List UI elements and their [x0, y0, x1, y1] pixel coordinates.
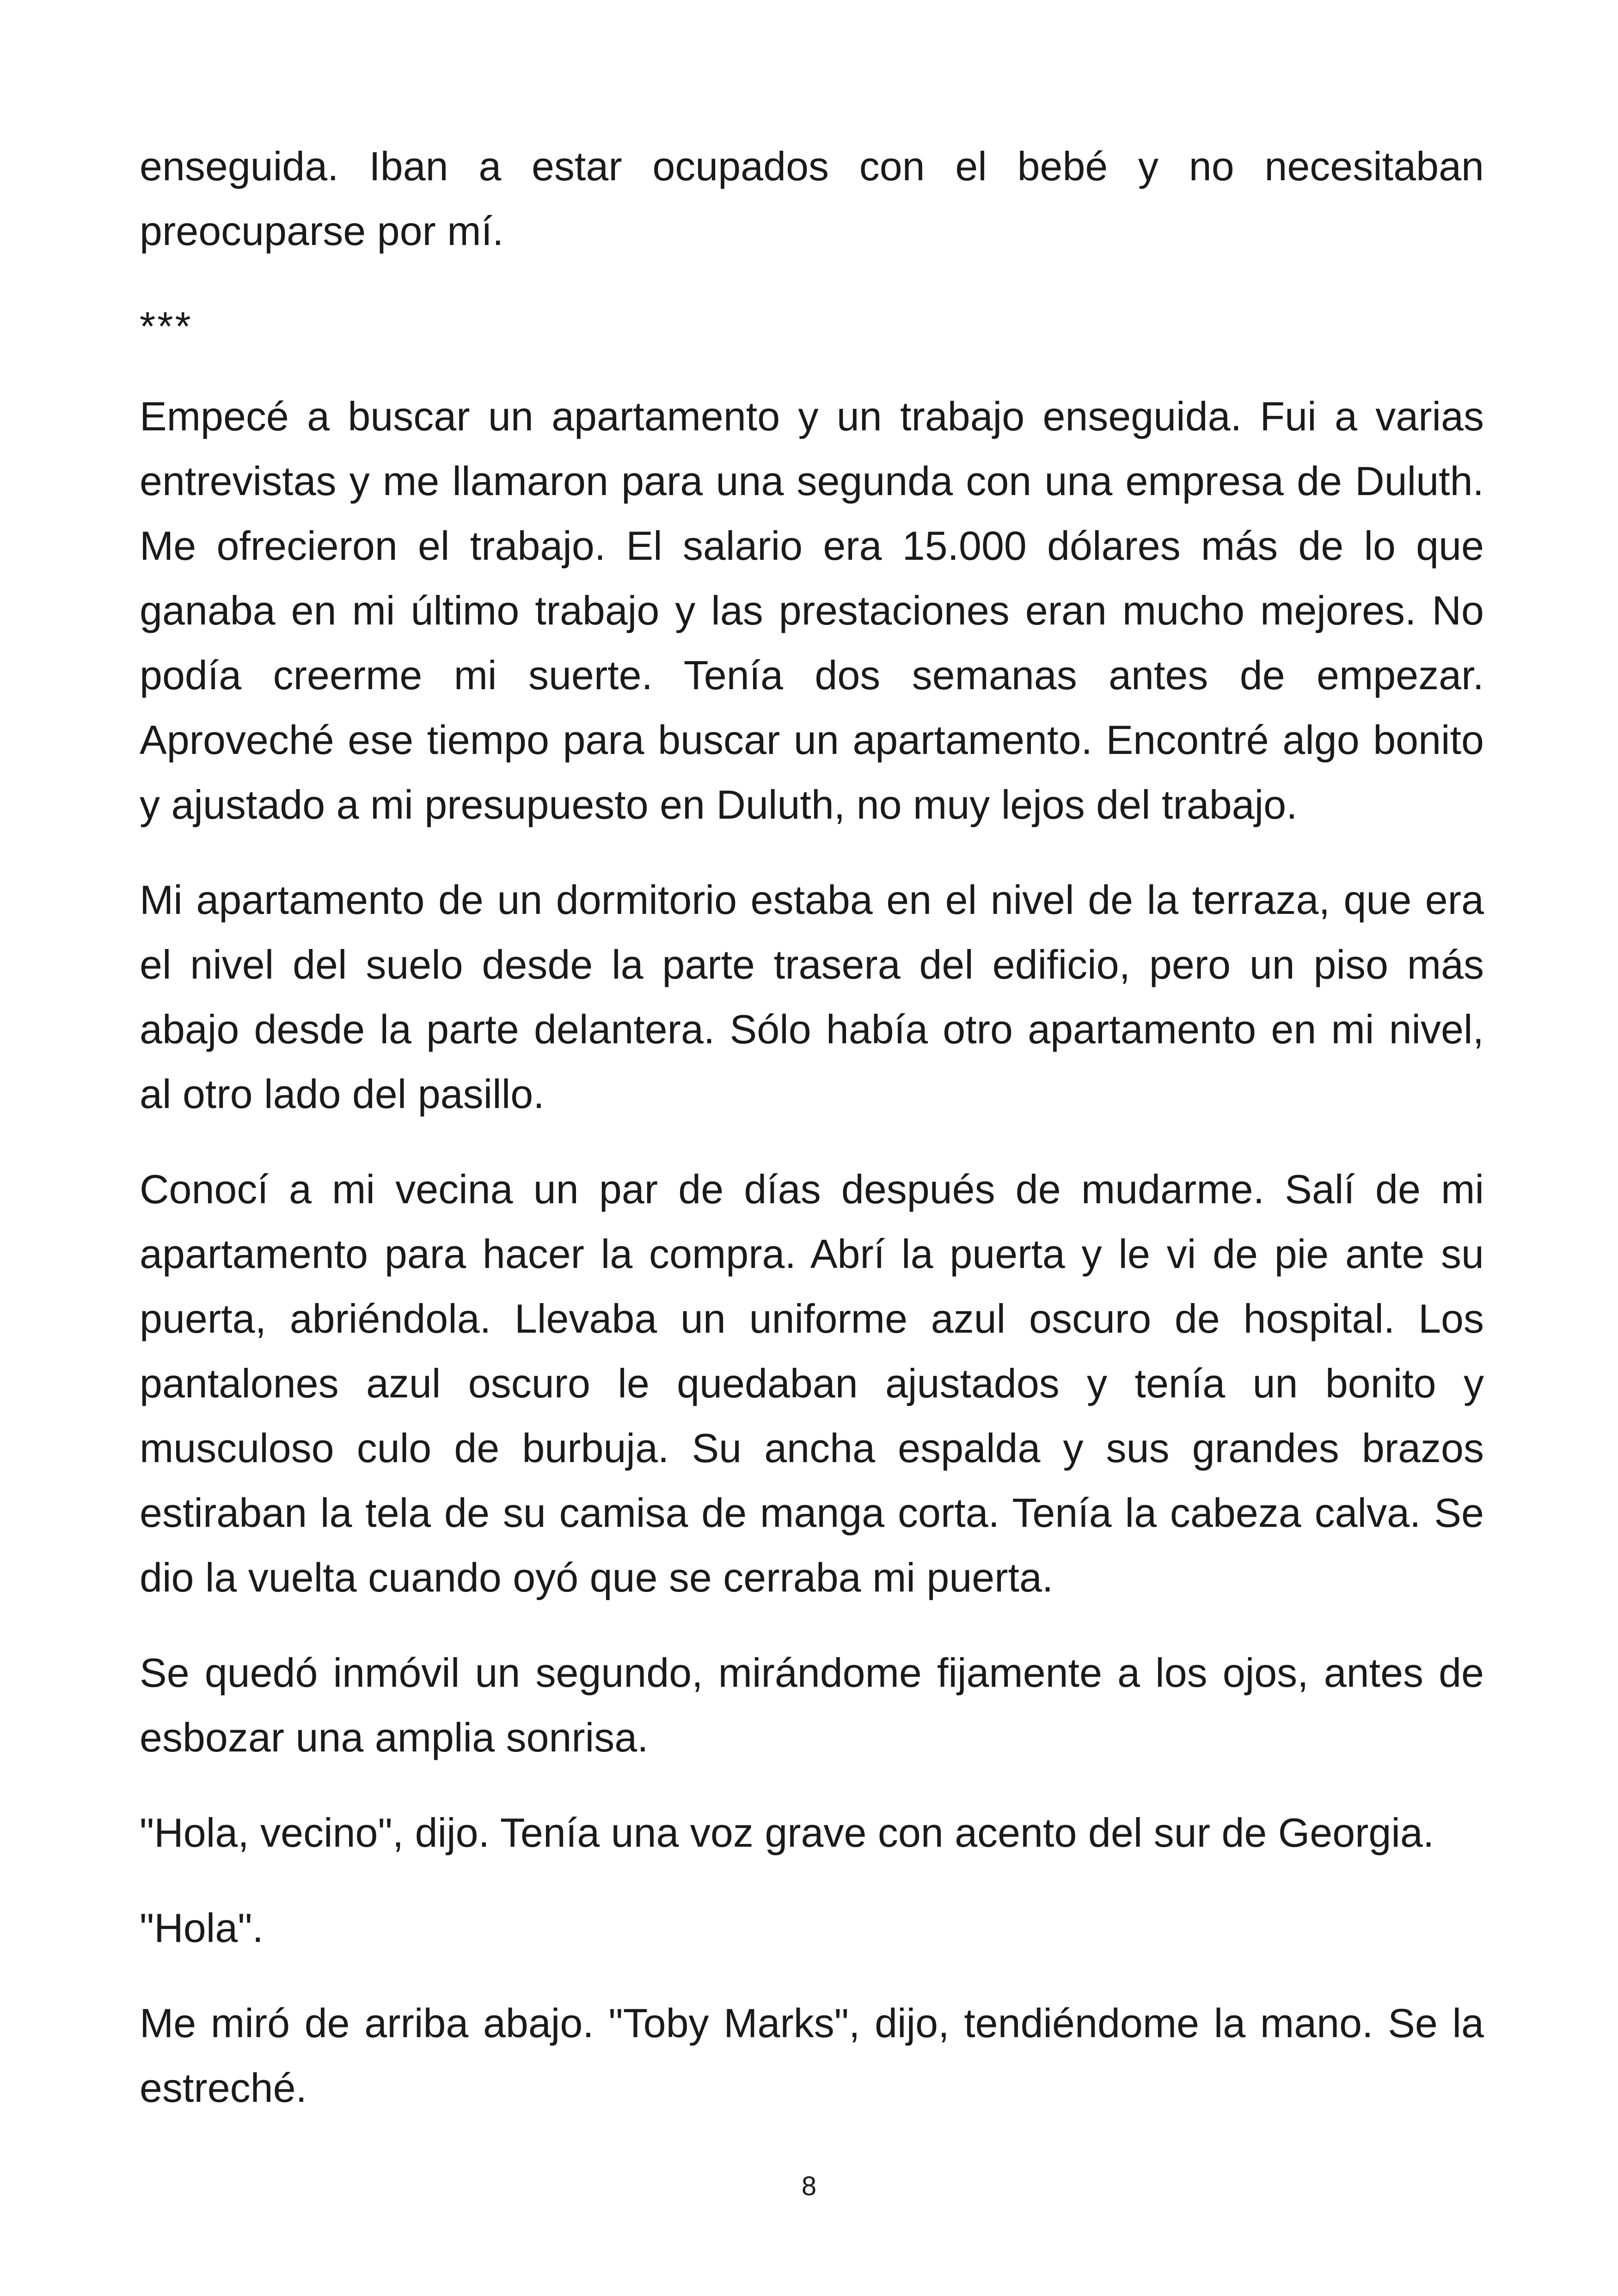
paragraph-1: enseguida. Iban a estar ocupados con el bebé y no necesitaban preocuparse por mí.: [140, 143, 1484, 254]
paragraph-7: "Hola".: [140, 1905, 264, 1951]
paragraph-5: Se quedó inmóvil un segundo, mirándome fijamente a los ojos, antes de esbozar una amplia sonrisa.: [140, 1650, 1484, 1760]
paragraph-4: Conocí a mi vecina un par de días después de mudarme. Salí de mi apartamento para hacer la compra. Abrí la puerta y le vi de pie ante su puerta, abriéndola. Llevaba un uniforme azul oscuro de hospital. Los pantalones azul oscuro le quedaban ajustados y tenía un bonito y musculoso culo de burbuja. Su ancha espalda y sus grandes brazos estiraban la tela de su camisa de manga corta. Tenía la cabeza calva. Se dio la vuelta cuando oyó que se cerraba mi puerta.: [140, 1166, 1484, 1600]
paragraph-3: Mi apartamento de un dormitorio estaba en el nivel de la terraza, que era el nivel del suelo desde la parte trasera del edificio, pero un piso más abajo desde la parte delantera. Sólo había otro apartamento en mi nivel, al otro lado del pasillo.: [140, 877, 1484, 1117]
paragraph-8: Me miró de arriba abajo. "Toby Marks", dijo, tendiéndome la mano. Se la estreché.: [140, 2000, 1484, 2111]
body-text: [140, 134, 1484, 2120]
paragraph-6: "Hola, vecino", dijo. Tenía una voz grave con acento del sur de Georgia.: [140, 1810, 1434, 1855]
page-number: 8: [801, 2171, 817, 2201]
section-separator: ***: [140, 303, 193, 349]
paragraph-2: Empecé a buscar un apartamento y un trabajo enseguida. Fui a varias entrevistas y me llamaron para una segunda con una empresa de Duluth. Me ofrecieron el trabajo. El salario era 15.000 dólares más de lo que ganaba en mi último trabajo y las prestaciones eran mucho mejores. No podía creerme mi suerte. Tenía dos semanas antes de empezar. Aproveché ese tiempo para buscar un apartamento. Encontré algo bonito y ajustado a mi presupuesto en Duluth, no muy lejos del trabajo.: [140, 393, 1484, 827]
